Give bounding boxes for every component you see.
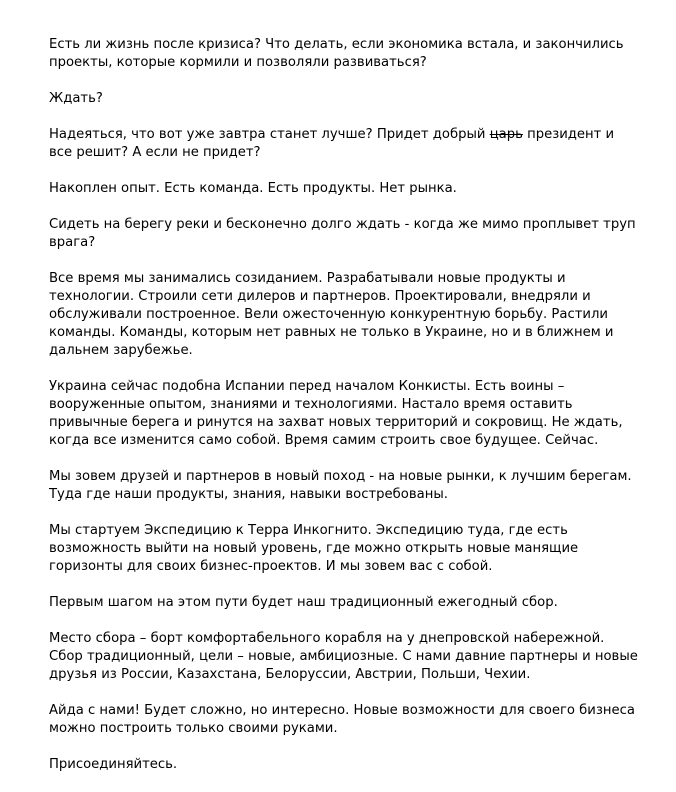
strikethrough-word: царь [489, 127, 523, 142]
paragraph-crisis-question: Есть ли жизнь после кризиса? Что делать, если экономика встала, и закончились проекты, которые кормили и позволяли развиваться? [49, 37, 624, 70]
paragraph-first-step: Первым шагом на этом пути будет наш традиционный ежегодный сбор. [49, 595, 558, 610]
paragraph-wait: Ждать? [49, 91, 103, 106]
paragraph-join: Присоединяйтесь. [49, 757, 178, 772]
paragraph-hope [49, 126, 639, 162]
paragraph-invitation: Мы зовем друзей и партнеров в новый поход - на новые рынки, к лучшим берегам. Туда где наши продукты, знания, навыки востребованы. [49, 469, 632, 502]
paragraph-meeting-place: Место сбора – борт комфортабельного корабля на у днепровской набережной. Сбор традиционный, цели – новые, амбициозные. С нами давние партнеры и новые друзья из России, Казахстана, Белоруссии, Австрии, Польши, Чехии. [49, 631, 638, 682]
paragraph-expedition: Мы стартуем Экспедицию к Терра Инкогнито. Экспедицию туда, где есть возможность выйти на новый уровень, где можно открыть новые манящие горизонты для своих бизнес-проектов. И мы зовем вас с собой. [49, 523, 579, 574]
paragraph-experience: Накоплен опыт. Есть команда. Есть продукты. Нет рынка. [49, 181, 457, 196]
paragraph-hope-continuation: президент и все решит? А если не придет? [49, 127, 615, 160]
paragraph-history: Все время мы занимались созиданием. Разрабатывали новые продукты и технологии. Строили сети дилеров и партнеров. Проектировали, внедряли и обслуживали построенное. Вели ожесточенную конкурентную борьбу. Растили команды. Команды, которым нет равных не только в Украине, но и в ближнем и дальнем зарубежье. [49, 271, 614, 358]
paragraph-conquest: Украина сейчас подобна Испании перед началом Конкисты. Есть воины – вооруженные опытом, знаниями и технологиями. Настало время оставить привычные берега и ринутся на захват новых территорий и сокровищ. Не ждать, когда все изменится само собой. Время самим строить свое будущее. Сейчас. [49, 379, 623, 448]
paragraph-river: Сидеть на берегу реки и бесконечно долго ждать - когда же мимо проплывет труп врага? [49, 217, 636, 250]
document-body [49, 36, 639, 792]
paragraph-hope-text: Надеяться, что вот уже завтра станет лучше? Придет добрый [49, 127, 486, 142]
paragraph-join-us: Айда с нами! Будет сложно, но интересно. Новые возможности для своего бизнеса можно построить только своими руками. [49, 703, 635, 736]
